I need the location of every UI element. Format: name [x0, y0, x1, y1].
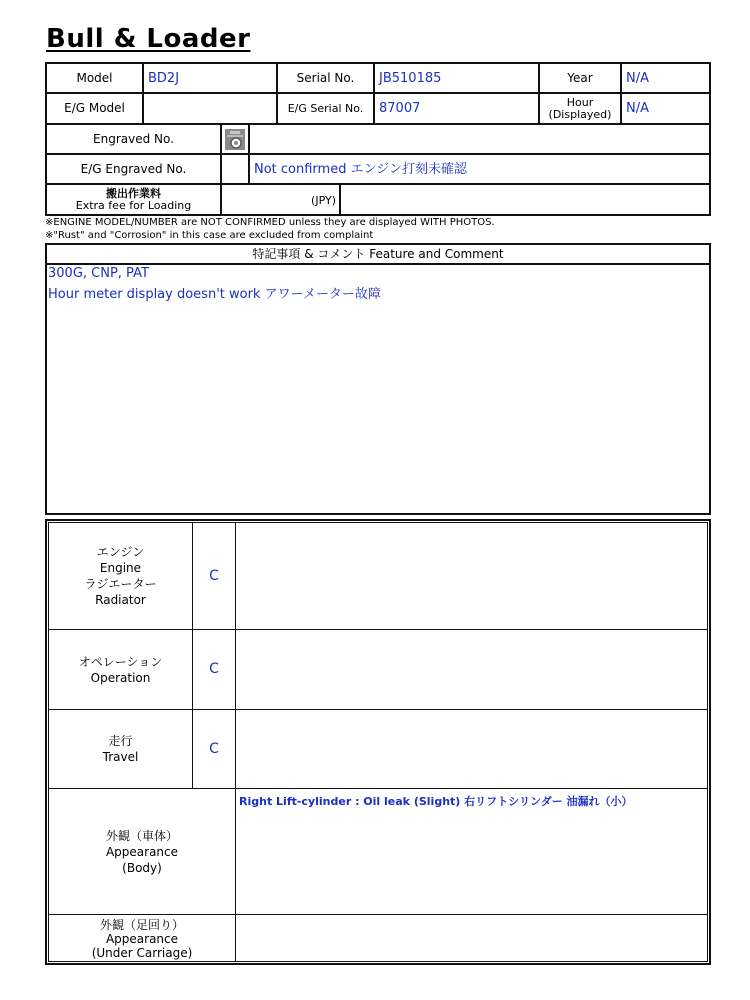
camera-icon-svg — [224, 127, 246, 151]
note-engine-confirm: ※ENGINE MODEL/NUMBER are NOT CONFIRMED unless they are displayed WITH PHOTOS. — [45, 217, 495, 228]
year-label: Year — [567, 70, 593, 85]
appearance-undercarriage-label — [49, 915, 235, 962]
eg-model-value — [144, 94, 276, 123]
engine-jp: エンジン — [96, 545, 145, 559]
document-title: Bull & Loader — [46, 24, 251, 54]
body-en1: Appearance — [105, 844, 179, 859]
eg-engraved-label: E/G Engraved No. — [80, 161, 187, 176]
travel-jp: 走行 — [108, 734, 133, 748]
note-rust-exclusion: ※"Rust" and "Corrosion" in this case are excluded from complaint — [45, 230, 374, 241]
operation-grade: C — [209, 661, 219, 677]
hour-value: N/A — [626, 101, 649, 116]
fee-label — [47, 185, 220, 215]
hour-label — [540, 94, 620, 123]
travel-grade: C — [209, 740, 219, 757]
travel-label — [49, 710, 192, 788]
body-jp: 外観（車体） — [105, 828, 178, 843]
fee-label-jp: 搬出作業料 — [106, 187, 161, 200]
fee-currency: (JPY) — [311, 193, 336, 207]
radiator-jp: ラジエーター — [84, 577, 157, 591]
hour-label-line1: Hour — [566, 95, 594, 109]
camera-icon — [222, 125, 248, 153]
comment-header: 特記事項 & コメント Feature and Comment — [252, 246, 504, 261]
undercarriage-jp: 外観（足回り） — [99, 917, 184, 932]
fee-label-en: Extra fee for Loading — [75, 199, 192, 212]
undercarriage-en1: Appearance — [105, 931, 179, 946]
eg-serial-value: 87007 — [379, 101, 421, 116]
undercarriage-en2: (Under Carriage) — [91, 945, 193, 960]
serial-value: JB510185 — [379, 70, 442, 86]
travel-en: Travel — [102, 750, 139, 764]
body-en2: (Body) — [122, 860, 162, 875]
eg-model-label: E/G Model — [64, 101, 125, 115]
engine-grade: C — [209, 567, 219, 584]
operation-label — [49, 630, 192, 709]
engraved-label: Engraved No. — [93, 131, 174, 146]
radiator-en: Radiator — [95, 593, 146, 607]
eg-serial-label: E/G Serial No. — [287, 102, 364, 115]
serial-label: Serial No. — [296, 70, 355, 85]
year-value: N/A — [626, 70, 649, 86]
operation-jp: オペレーション — [78, 654, 163, 669]
engine-radiator-label — [49, 523, 192, 629]
appearance-body-comment: Right Lift-cylinder : Oil leak (Slight) 右リフトシリンダー 油漏れ（小） — [239, 795, 633, 808]
operation-en: Operation — [90, 670, 151, 685]
engine-en: Engine — [99, 561, 142, 575]
eg-engraved-value: Not confirmed エンジン打刻未確認 — [254, 161, 467, 177]
fee-value — [341, 185, 709, 215]
comment-line-2: Hour meter display doesn't work アワーメーター故障 — [48, 287, 381, 302]
hour-label-line2: (Displayed) — [548, 107, 612, 121]
model-label: Model — [76, 70, 113, 85]
appearance-body-label — [49, 789, 235, 914]
model-value: BD2J — [148, 70, 180, 86]
comment-line-1: 300G, CNP, PAT — [48, 266, 149, 281]
